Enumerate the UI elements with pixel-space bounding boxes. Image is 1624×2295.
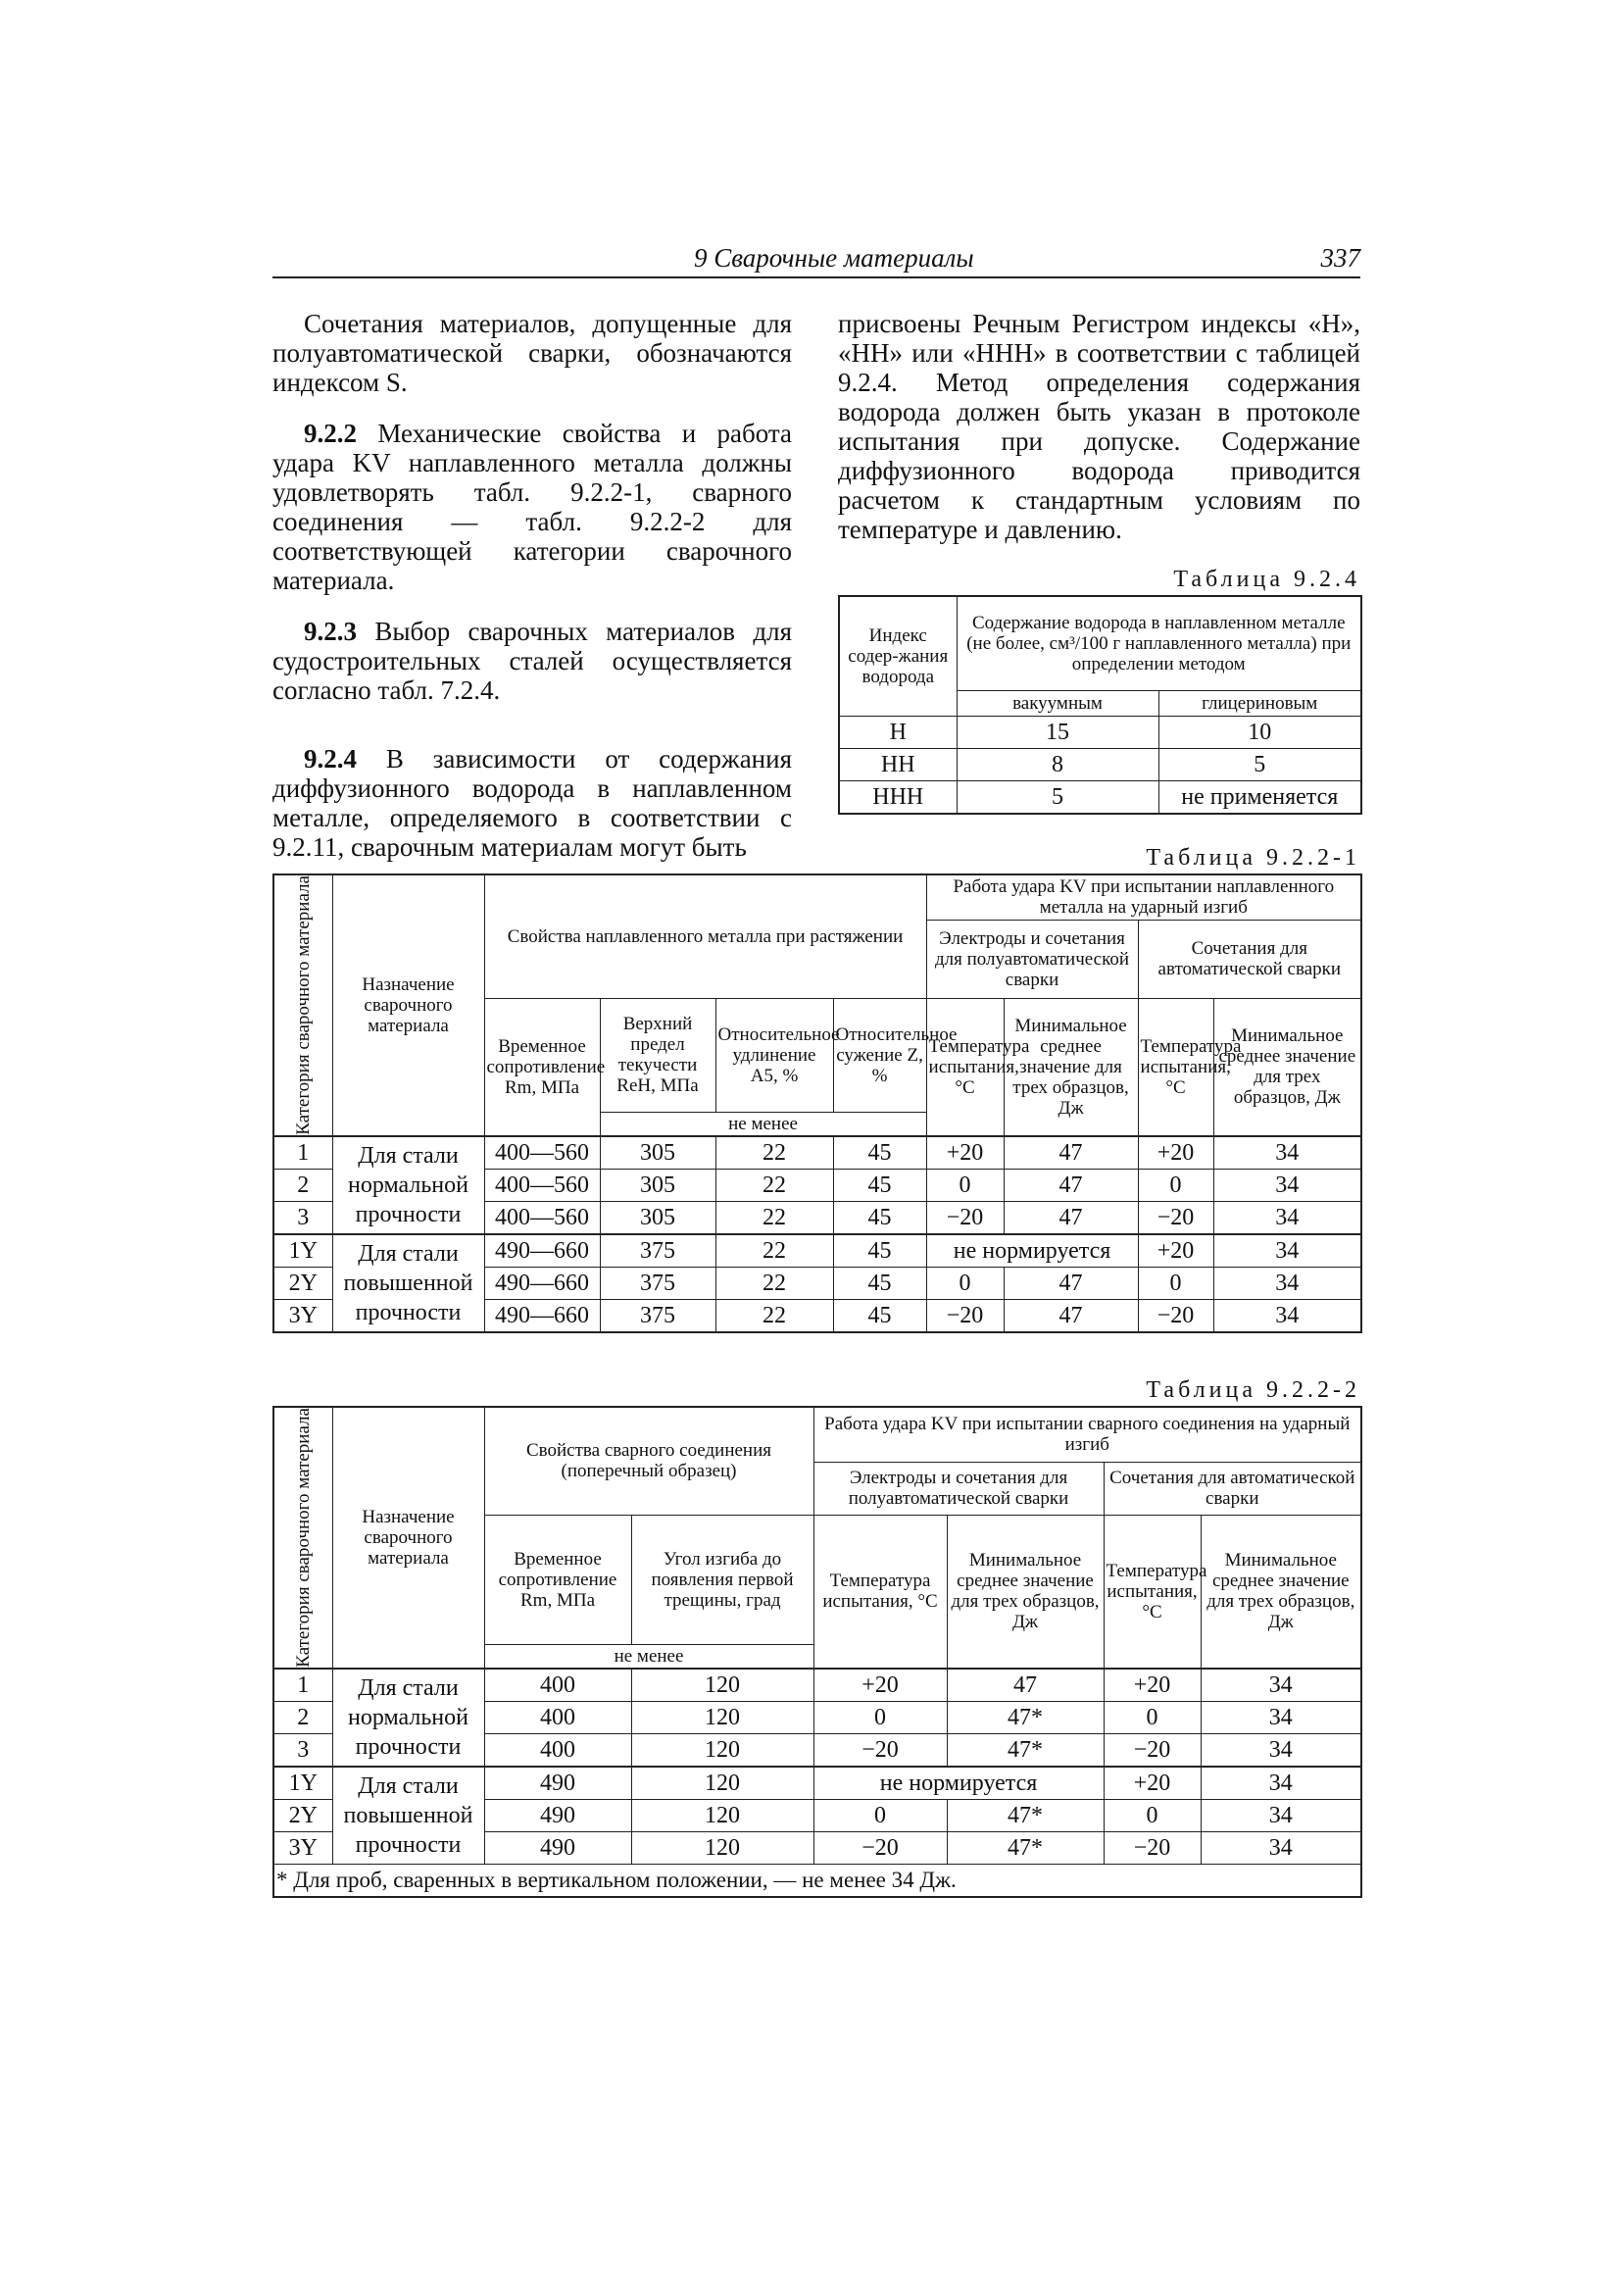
category-cell: 1Y (273, 1767, 332, 1800)
energy-cell: 47* (947, 1701, 1104, 1733)
temp-cell: 0 (926, 1267, 1004, 1299)
header-cell: Минимальное среднее значение для трех образцов, Дж (1201, 1515, 1361, 1669)
category-cell: 2Y (273, 1267, 332, 1299)
temp-cell: 0 (813, 1701, 947, 1733)
rm-cell: 400—560 (484, 1201, 600, 1234)
glycerin-value-cell: 10 (1158, 716, 1361, 748)
energy-cell: 34 (1213, 1267, 1361, 1299)
angle-cell: 120 (631, 1767, 813, 1800)
a5-cell: 22 (715, 1267, 833, 1299)
header-cell: Минимальное среднее значение для трех образцов, Дж (1004, 998, 1138, 1136)
temp-cell: −20 (926, 1299, 1004, 1332)
header-cell: Минимальное среднее значение для трех образцов, Дж (1213, 998, 1361, 1136)
paragraph-text: Механические свойства и работа удара KV наплавленного металла должны удовлетворять табл. 9.2.2-1, сварного соединения — табл. 9.2.2-2 для соответствующей категории сварочного материала. (272, 419, 792, 595)
temp-cell: −20 (813, 1733, 947, 1767)
category-cell: 3 (273, 1201, 332, 1234)
header-cell (273, 1407, 332, 1669)
temp-cell: 0 (1104, 1701, 1201, 1733)
header-cell: Относительное сужение Z, % (833, 998, 926, 1112)
energy-cell: 47 (1004, 1267, 1138, 1299)
header-cell: Температура испытания, °С (1104, 1515, 1201, 1669)
header-cell: Назначение сварочного материала (332, 1407, 484, 1669)
index-cell: Н (839, 716, 957, 748)
category-cell: 2 (273, 1701, 332, 1733)
z-cell: 45 (833, 1169, 926, 1201)
z-cell: 45 (833, 1136, 926, 1170)
rm-cell: 400—560 (484, 1169, 600, 1201)
running-header (272, 243, 1360, 278)
header-cell: Температура испытания, °С (813, 1515, 947, 1669)
header-cell: не менее (484, 1644, 813, 1669)
energy-cell: 34 (1213, 1136, 1361, 1170)
header-cell: Сочетания для автоматической сварки (1104, 1462, 1361, 1515)
reh-cell: 375 (600, 1267, 715, 1299)
table-9222-caption: Таблица 9.2.2-2 (1146, 1377, 1360, 1403)
header-cell: Индекс содер-жания водорода (839, 596, 957, 716)
index-cell: НН (839, 748, 957, 780)
energy-cell: 47 (947, 1669, 1104, 1702)
z-cell: 45 (833, 1201, 926, 1234)
not-normed-cell: не нормируется (813, 1767, 1104, 1800)
purpose-cell: Для стали повышенной прочности (332, 1234, 484, 1332)
table-row (839, 780, 1361, 814)
glycerin-value-cell: не применяется (1158, 780, 1361, 814)
header-cell: Сочетания для автоматической сварки (1138, 920, 1361, 998)
temp-cell: −20 (1104, 1831, 1201, 1864)
table-row (273, 1767, 1361, 1800)
a5-cell: 22 (715, 1169, 833, 1201)
table-9221-caption: Таблица 9.2.2-1 (1146, 845, 1360, 871)
energy-cell: 47 (1004, 1201, 1138, 1234)
rm-cell: 490 (484, 1799, 631, 1831)
rm-cell: 400—560 (484, 1136, 600, 1170)
paragraph-9-2-2 (272, 419, 792, 595)
angle-cell: 120 (631, 1701, 813, 1733)
rm-cell: 490 (484, 1767, 631, 1800)
category-cell: 1 (273, 1669, 332, 1702)
category-cell: 2 (273, 1169, 332, 1201)
temp-cell: 0 (1138, 1169, 1213, 1201)
temp-cell: 0 (813, 1799, 947, 1831)
header-cell: Работа удара KV при испытании сварного соединения на ударный изгиб (813, 1407, 1361, 1462)
table-row (839, 716, 1361, 748)
clause-number: 9.2.3 (304, 617, 357, 646)
a5-cell: 22 (715, 1201, 833, 1234)
paragraph-9-2-4 (272, 744, 792, 862)
temp-cell: −20 (1138, 1299, 1213, 1332)
energy-cell: 34 (1201, 1733, 1361, 1767)
purpose-cell: Для стали нормальной прочности (332, 1136, 484, 1234)
table-924 (838, 595, 1362, 815)
header-cell: Содержание водорода в наплавленном металле (не более, см³/100 г наплавленного металла) при определении методом (957, 596, 1361, 690)
purpose-cell: Для стали повышенной прочности (332, 1767, 484, 1865)
category-cell: 3Y (273, 1831, 332, 1864)
header-cell: Временное сопротивление Rm, МПа (484, 1515, 631, 1644)
table-924-caption: Таблица 9.2.4 (1173, 567, 1360, 592)
temp-cell: 0 (926, 1169, 1004, 1201)
table-footnote: * Для проб, сваренных в вертикальном положении, — не менее 34 Дж. (273, 1864, 1361, 1897)
energy-cell: 47* (947, 1733, 1104, 1767)
energy-cell: 47* (947, 1831, 1104, 1864)
header-cell: вакуумным (957, 690, 1158, 716)
reh-cell: 375 (600, 1234, 715, 1268)
category-cell: 1 (273, 1136, 332, 1170)
category-cell: 1Y (273, 1234, 332, 1268)
energy-cell: 34 (1201, 1799, 1361, 1831)
clause-number: 9.2.4 (304, 744, 357, 773)
rm-cell: 490—660 (484, 1299, 600, 1332)
temp-cell: +20 (813, 1669, 947, 1702)
header-cell: Верхний предел текучести ReH, МПа (600, 998, 715, 1112)
energy-cell: 47 (1004, 1169, 1138, 1201)
header-cell: Свойства наплавленного металла при растяжении (484, 874, 926, 998)
reh-cell: 375 (600, 1299, 715, 1332)
a5-cell: 22 (715, 1299, 833, 1332)
energy-cell: 34 (1213, 1234, 1361, 1268)
temp-cell: +20 (1138, 1234, 1213, 1268)
not-normed-cell: не нормируется (926, 1234, 1138, 1268)
table-row (839, 748, 1361, 780)
rm-cell: 490—660 (484, 1234, 600, 1268)
header-cell: Свойства сварного соединения (поперечный образец) (484, 1407, 813, 1515)
energy-cell: 47* (947, 1799, 1104, 1831)
rm-cell: 400 (484, 1669, 631, 1702)
z-cell: 45 (833, 1299, 926, 1332)
energy-cell: 34 (1213, 1299, 1361, 1332)
a5-cell: 22 (715, 1136, 833, 1170)
index-cell: ННН (839, 780, 957, 814)
table-9222 (272, 1406, 1362, 1898)
page-number: 337 (1320, 243, 1360, 273)
energy-cell: 34 (1201, 1767, 1361, 1800)
category-cell: 3Y (273, 1299, 332, 1332)
table-row (273, 1669, 1361, 1702)
category-header-text: Категория сварочного материала (292, 875, 314, 1135)
left-column (272, 309, 792, 883)
temp-cell: −20 (813, 1831, 947, 1864)
category-header-text: Категория сварочного материала (292, 1408, 314, 1668)
paragraph: Сочетания материалов, допущенные для полуавтоматической сварки, обозначаются индексом S. (272, 309, 792, 397)
paragraph-9-2-3 (272, 617, 792, 705)
temp-cell: +20 (1104, 1669, 1201, 1702)
header-cell (273, 874, 332, 1136)
temp-cell: 0 (1138, 1267, 1213, 1299)
category-cell: 3 (273, 1733, 332, 1767)
temp-cell: 0 (1104, 1799, 1201, 1831)
z-cell: 45 (833, 1267, 926, 1299)
paragraph: присвоены Речным Регистром индексы «Н», «НН» или «ННН» в соответствии с таблицей 9.2.4. Метод определения содержания водорода должен быть указан в протоколе испытания при допуске. Содержание диффузионного водорода приводится расчетом к стандартным условиям по температуре и давлению. (838, 309, 1360, 544)
rm-cell: 490—660 (484, 1267, 600, 1299)
energy-cell: 34 (1201, 1669, 1361, 1702)
paragraph-text: В зависимости от содержания диффузионного водорода в наплавленном металле, определяемого в соответствии с 9.2.11, сварочным материалам могут быть (272, 744, 792, 862)
temp-cell: −20 (1138, 1201, 1213, 1234)
header-cell: не менее (600, 1112, 926, 1136)
temp-cell: −20 (1104, 1733, 1201, 1767)
header-cell: Температура испытания, °С (926, 998, 1004, 1136)
right-column (838, 309, 1360, 566)
header-cell: Работа удара KV при испытании наплавленного металла на ударный изгиб (926, 874, 1361, 920)
header-cell: Температура испытания, °С (1138, 998, 1213, 1136)
energy-cell: 34 (1201, 1701, 1361, 1733)
energy-cell: 34 (1201, 1831, 1361, 1864)
temp-cell: +20 (1104, 1767, 1201, 1800)
reh-cell: 305 (600, 1169, 715, 1201)
temp-cell: +20 (1138, 1136, 1213, 1170)
angle-cell: 120 (631, 1733, 813, 1767)
header-cell: Угол изгиба до появления первой трещины, град (631, 1515, 813, 1644)
header-cell: Электроды и сочетания для полуавтоматической сварки (926, 920, 1138, 998)
table-row (273, 1234, 1361, 1268)
reh-cell: 305 (600, 1201, 715, 1234)
glycerin-value-cell: 5 (1158, 748, 1361, 780)
energy-cell: 47 (1004, 1136, 1138, 1170)
temp-cell: +20 (926, 1136, 1004, 1170)
header-cell: Временное сопротивление Rm, МПа (484, 998, 600, 1136)
vacuum-value-cell: 15 (957, 716, 1158, 748)
clause-number: 9.2.2 (304, 419, 357, 448)
header-cell: глицериновым (1158, 690, 1361, 716)
header-cell: Относительное удлинение A5, % (715, 998, 833, 1112)
angle-cell: 120 (631, 1831, 813, 1864)
temp-cell: −20 (926, 1201, 1004, 1234)
table-9221 (272, 873, 1362, 1333)
reh-cell: 305 (600, 1136, 715, 1170)
header-cell: Минимальное среднее значение для трех образцов, Дж (947, 1515, 1104, 1669)
rm-cell: 490 (484, 1831, 631, 1864)
purpose-cell: Для стали нормальной прочности (332, 1669, 484, 1767)
a5-cell: 22 (715, 1234, 833, 1268)
z-cell: 45 (833, 1234, 926, 1268)
rm-cell: 400 (484, 1733, 631, 1767)
energy-cell: 34 (1213, 1169, 1361, 1201)
vacuum-value-cell: 8 (957, 748, 1158, 780)
header-cell: Электроды и сочетания для полуавтоматической сварки (813, 1462, 1104, 1515)
energy-cell: 34 (1213, 1201, 1361, 1234)
section-title: 9 Сварочные материалы (694, 243, 974, 273)
angle-cell: 120 (631, 1799, 813, 1831)
angle-cell: 120 (631, 1669, 813, 1702)
header-cell: Назначение сварочного материала (332, 874, 484, 1136)
paragraph-text: Выбор сварочных материалов для судостроительных сталей осуществляется согласно табл. 7.2.4. (272, 617, 792, 705)
vacuum-value-cell: 5 (957, 780, 1158, 814)
rm-cell: 400 (484, 1701, 631, 1733)
category-cell: 2Y (273, 1799, 332, 1831)
energy-cell: 47 (1004, 1299, 1138, 1332)
table-row (273, 1136, 1361, 1170)
